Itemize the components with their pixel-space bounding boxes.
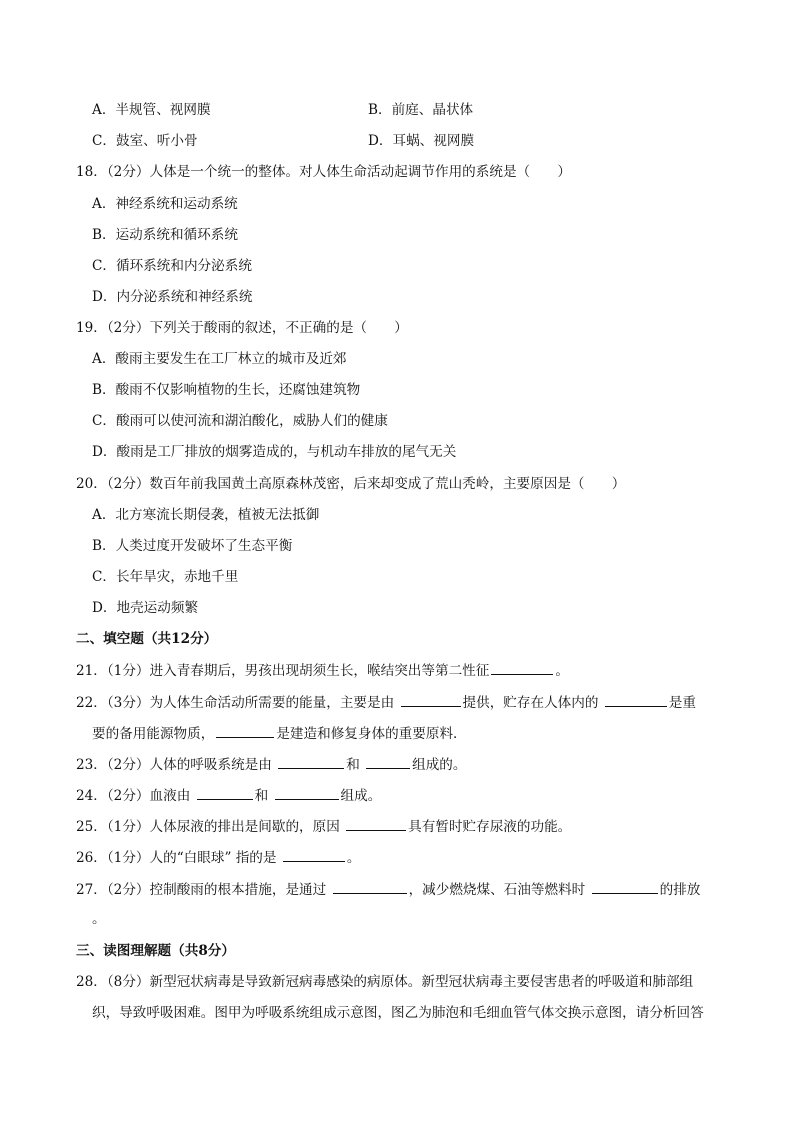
q21-text: 21．（1分）进入青春期后，男孩出现胡须生长，喉结突出等第二性征 (76, 663, 490, 679)
q17-option-a: A．半规管、视网膜 (92, 102, 211, 118)
q25 (76, 817, 571, 836)
answer-blank[interactable] (491, 661, 553, 675)
answer-blank[interactable] (275, 786, 339, 800)
q23 (76, 755, 466, 774)
q20-option-c: C．长年旱灾，赤地千里 (92, 569, 239, 585)
q23-part3: 组成的。 (412, 757, 467, 773)
q17-option-b: B．前庭、晶状体 (368, 102, 474, 118)
q25-part2: 具有暂时贮存尿液的功能。 (408, 819, 572, 835)
answer-blank[interactable] (592, 880, 658, 894)
answer-blank[interactable] (283, 848, 345, 862)
q22-line2 (92, 724, 467, 743)
q22-line2-part2: 是建造和修复身体的重要原料． (276, 726, 467, 742)
q18-option-c: C．循环系统和内分泌系统 (92, 258, 252, 274)
q24-part2: 和 (254, 788, 273, 804)
q27-part2: ，减少燃烧煤、石油等燃料时 (408, 882, 590, 898)
q22-part1: 22．（3分）为人体生命活动所需要的能量，主要是由 (76, 695, 399, 711)
q19-option-d: D．酸雨是工厂排放的烟雾造成的，与机动车排放的尾气无关 (92, 444, 457, 460)
answer-blank[interactable] (278, 755, 344, 769)
q24 (76, 786, 381, 805)
q19-option-c: C．酸雨可以使河流和湖泊酸化，威胁人们的健康 (92, 413, 388, 429)
q20-stem: 20．（2分）数百年前我国黄土高原森林茂密，后来却变成了荒山秃岭，主要原因是（ ） (76, 476, 626, 492)
q26-part2: 。 (346, 850, 361, 866)
answer-blank[interactable] (333, 880, 407, 894)
q23-part1: 23．（2分）人体的呼吸系统是由 (76, 757, 277, 773)
q18-option-a: A．神经系统和运动系统 (92, 196, 238, 212)
q27-line2: 。 (92, 911, 106, 927)
q19-option-a: A．酸雨主要发生在工厂林立的城市及近郊 (92, 351, 347, 367)
q28-line1: 28．（8分）新型冠状病毒是导致新冠病毒感染的病原体。新型冠状病毒主要侵害患者的呼吸道和肺部组 (76, 974, 694, 990)
q23-part2: 和 (346, 757, 365, 773)
q25-part1: 25．（1分）人体尿液的排出是间歇的，原因 (76, 819, 345, 835)
q22-line2-part1: 要的备用能源物质， (92, 726, 215, 742)
q24-part3: 组成。 (340, 788, 382, 804)
answer-blank[interactable] (346, 817, 406, 831)
q18-stem: 18．（2分）人体是一个统一的整体。对人体生命活动起调节作用的系统是（ ） (76, 164, 571, 180)
answer-blank[interactable] (197, 786, 253, 800)
q22-part2: 提供，贮存在人体内的 (462, 695, 603, 711)
q18-option-b: B．运动系统和循环系统 (92, 227, 238, 243)
q21 (76, 661, 569, 680)
answer-blank[interactable] (216, 724, 274, 738)
q22-line1 (76, 693, 696, 712)
q22-part3: 是重 (668, 695, 696, 711)
q21-end: 。 (555, 663, 569, 679)
q24-part1: 24．（2分）血液由 (76, 788, 195, 804)
q27-part1: 27．（2分）控制酸雨的根本措施，是通过 (76, 882, 331, 898)
q17-option-d: D．耳蜗、视网膜 (368, 133, 475, 149)
section-3-title: 三、读图理解题（共8分） (76, 943, 235, 959)
q20-option-b: B．人类过度开发破坏了生态平衡 (92, 538, 293, 554)
q26 (76, 848, 360, 867)
answer-blank[interactable] (605, 693, 667, 707)
q27-part3: 的排放 (659, 882, 701, 898)
q19-option-b: B．酸雨不仅影响植物的生长，还腐蚀建筑物 (92, 382, 361, 398)
answer-blank[interactable] (401, 693, 461, 707)
q28-line2: 织，导致呼吸困难。图甲为呼吸系统组成示意图，图乙为肺泡和毛细血管气体交换示意图，请分析回答 (92, 1005, 704, 1021)
answer-blank[interactable] (366, 755, 410, 769)
q27-line1 (76, 880, 700, 899)
q26-part1: 26．（1分）人的“白眼球” 指的是 (76, 850, 281, 866)
q20-option-a: A．北方寒流长期侵袭，植被无法抵御 (92, 507, 320, 523)
q19-stem: 19．（2分）下列关于酸雨的叙述，不正确的是（ ） (76, 320, 408, 336)
q17-option-c: C．鼓室、听小骨 (92, 133, 198, 149)
q18-option-d: D．内分泌系统和神经系统 (92, 289, 253, 305)
section-2-title: 二、填空题（共12分） (76, 631, 218, 647)
q20-option-d: D．地壳运动频繁 (92, 600, 199, 616)
